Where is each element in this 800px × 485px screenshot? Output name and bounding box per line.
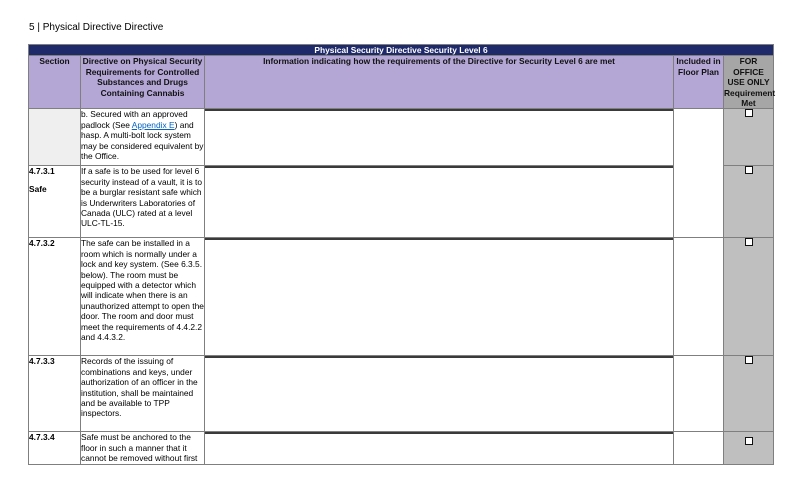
directive-cell: The safe can be installed in a room which is normally under a lock and key system. (See 6.3.5. below). The room must be equipped with a detector which will indicate when there is an unauthorized attempt to open the door. The room and door must meet the requirements of 4.4.2.2 and 4.4.3.2. (81, 238, 205, 356)
requirement-met-cell[interactable] (724, 356, 774, 432)
section-number: 4.7.3.1 (29, 166, 55, 177)
floor-plan-cell[interactable] (674, 238, 724, 356)
information-cell[interactable] (205, 238, 674, 356)
section-subtitle: Safe (29, 183, 47, 194)
table-row (29, 356, 774, 432)
requirement-met-cell[interactable] (724, 166, 774, 238)
requirement-met-checkbox[interactable] (745, 166, 753, 174)
section-number: 4.7.3.2 (29, 238, 55, 249)
requirement-met-checkbox[interactable] (745, 356, 753, 364)
table-title: Physical Security Directive Security Level 6 (29, 45, 774, 56)
header-floor-plan: Included in Floor Plan (674, 56, 724, 109)
security-requirements-table (28, 44, 774, 465)
requirement-met-checkbox[interactable] (745, 238, 753, 246)
header-office-use (724, 56, 774, 109)
table-row (29, 238, 774, 356)
header-requirement-met: Requirement Met (724, 87, 776, 109)
table-row (29, 109, 774, 166)
section-number: 4.7.3.4 (29, 432, 55, 443)
requirement-met-checkbox[interactable] (745, 437, 753, 445)
information-input[interactable] (205, 109, 673, 111)
page-number: 5 (29, 22, 35, 33)
page-header (29, 22, 163, 33)
floor-plan-cell[interactable] (674, 109, 724, 238)
table-row (29, 432, 774, 465)
floor-plan-cell[interactable] (674, 356, 724, 432)
information-input[interactable] (205, 166, 673, 168)
directive-cell: Safe must be anchored to the floor in such a manner that it cannot be removed without first (81, 432, 205, 465)
document-title: Physical Directive Directive (42, 22, 164, 33)
directive-cell: Records of the issuing of combinations and keys, under authorization of an officer in the institution, shall be maintained and be available to TPP inspectors. (81, 356, 205, 432)
section-cell (29, 109, 81, 166)
floor-plan-cell[interactable] (674, 432, 724, 465)
directive-cell: b. Secured with an approved padlock (See Appendix E) and hasp. A multi-bolt lock system may be considered equivalent by the Office. (81, 109, 205, 166)
information-cell[interactable] (205, 356, 674, 432)
section-cell (29, 432, 81, 465)
header-separator: | (37, 22, 40, 33)
appendix-e-link[interactable]: Appendix E (131, 119, 175, 130)
requirement-met-cell[interactable] (724, 109, 774, 166)
header-information: Information indicating how the requirements of the Directive for Security Level 6 are met (205, 56, 674, 109)
information-cell[interactable] (205, 109, 674, 166)
requirement-met-cell[interactable] (724, 238, 774, 356)
directive-cell: If a safe is to be used for level 6 security instead of a vault, it is to be a burglar resistant safe which is Underwriters Laboratories of Canada (ULC) rated at a level ULC-TL-15. (81, 166, 205, 238)
section-cell (29, 356, 81, 432)
requirement-met-checkbox[interactable] (745, 109, 753, 117)
information-input[interactable] (205, 238, 673, 240)
information-cell[interactable] (205, 166, 674, 238)
information-cell[interactable] (205, 432, 674, 465)
information-input[interactable] (205, 356, 673, 358)
header-section: Section (29, 56, 81, 109)
requirement-met-cell[interactable] (724, 432, 774, 465)
header-directive: Directive on Physical Security Requirements for Controlled Substances and Drugs Containing Cannabis (81, 56, 205, 109)
section-cell (29, 238, 81, 356)
information-input[interactable] (205, 432, 673, 434)
section-cell (29, 166, 81, 238)
header-office-use-label: FOR OFFICE USE ONLY (727, 56, 770, 88)
section-number: 4.7.3.3 (29, 356, 55, 367)
table-row (29, 166, 774, 238)
